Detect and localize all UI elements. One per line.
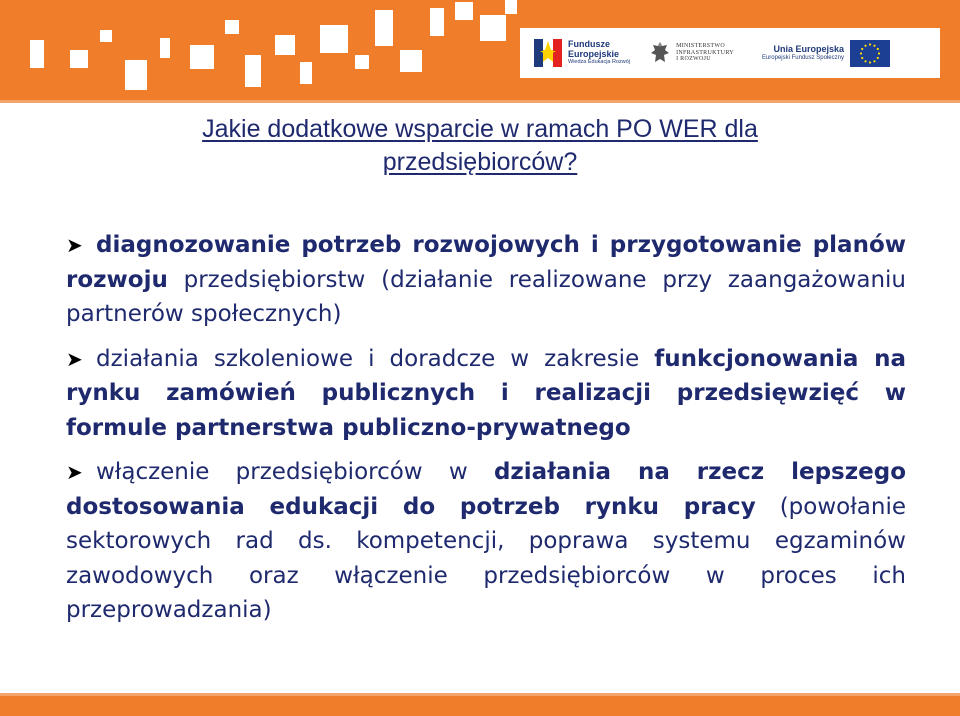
header-divider — [0, 100, 960, 103]
header-banner — [0, 0, 960, 100]
ministry-logo-line3: I ROZWOJU — [676, 56, 711, 63]
bullet-1-text-bold: diagnozowanie potrzeb rozwojowych i przygotowanie planów rozwoju — [66, 232, 906, 293]
bullet-item-3 — [66, 455, 906, 628]
bullet-2-text-bold: funkcjonowania na rynku zamówień publicznych i realizacji przedsięwzięć w formule partnerstwa publiczno-prywatnego — [66, 345, 906, 441]
eu-logo-text — [762, 45, 844, 61]
funds-star-icon — [534, 39, 562, 67]
bullet-3-text-end: (powołanie sektorowych rad ds. kompetencji, poprawa systemu egzaminów zawodowych oraz włączenie przedsiębiorców w proces ich przeprowadzania) — [66, 493, 906, 623]
footer-bar — [0, 696, 960, 716]
ministry-logo-text — [676, 43, 734, 64]
bullet-3-text: włączenie przedsiębiorców w — [96, 459, 494, 485]
eagle-emblem-icon — [650, 40, 670, 66]
bullet-item-2 — [66, 342, 906, 446]
ministry-logo — [630, 28, 734, 78]
page-title-line2: przedsiębiorców? — [382, 148, 578, 176]
funds-logo-line3: Wiedza Edukacja Rozwój — [568, 59, 631, 66]
eu-logo-line2: Europejski Fundusz Społeczny — [761, 54, 844, 61]
arrow-right-icon: ➤ — [66, 460, 83, 484]
funds-logo-line1: Fundusze — [568, 39, 610, 50]
eu-flag-icon — [850, 40, 890, 67]
page-title-line1: Jakie dodatkowe wsparcie w ramach PO WER dla — [202, 115, 758, 143]
funds-logo-line2: Europejskie — [568, 48, 620, 59]
bullet-1-text: przedsiębiorstw (działanie realizowane przy zaangażowaniu partnerów społecznych) — [66, 266, 906, 327]
bullet-2-text: działania szkoleniowe i doradcze w zakresie — [96, 345, 655, 372]
eu-logo-line1: Unia Europejska — [773, 43, 844, 54]
bullet-list — [66, 228, 906, 638]
bullet-item-1 — [66, 228, 906, 332]
logo-strip — [520, 28, 940, 78]
eu-logo — [734, 28, 890, 78]
funds-logo — [520, 28, 630, 78]
arrow-right-icon: ➤ — [66, 346, 83, 371]
arrow-right-icon: ➤ — [66, 233, 83, 257]
page-title — [100, 113, 860, 179]
ministry-logo-line1: MINISTERSTWO — [676, 42, 725, 49]
funds-logo-text — [568, 40, 630, 66]
ministry-logo-line2: INFRASTRUKTURY — [676, 49, 734, 56]
bullet-3-text-bold: działania na rzecz lepszego dostosowania edukacji do potrzeb rynku pracy — [66, 459, 906, 520]
